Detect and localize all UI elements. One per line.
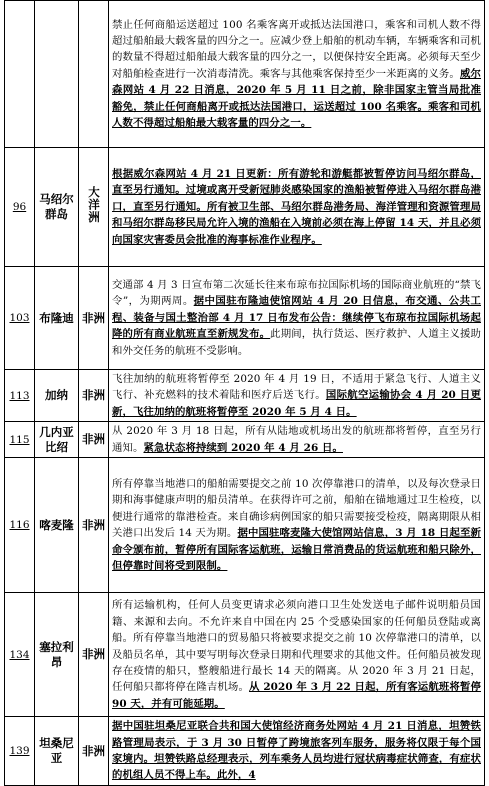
measure-update-text: 据中国驻喀麦隆大使馆网站信息，3 月 18 日起至新命令颁布前，暂停所有国际客运航班，运输日常消费品的货运航班和船只除外，但停靠时间将受到限制。 — [112, 527, 481, 573]
country-cell: 几内亚比绍 — [35, 422, 79, 458]
table-row — [5, 1, 485, 148]
table-row — [5, 422, 485, 458]
measure-text: 交通部 4 月 3 日宣布第二次延长往来布琼布拉国际机场的国际商业航班的“禁飞令”，为期两周。 — [112, 278, 481, 308]
row-number: 116 — [5, 458, 35, 593]
country-cell: 喀麦隆 — [35, 458, 79, 593]
measure-update-text: 根据威尔森网站 4 月 21 日更新：所有游轮和游艇都被暂停访问马绍尔群岛，直至另行通知。过境或离开受新冠肺炎感染国家的渔船被暂停进入马绍尔群岛港口，直至另行通知。所有被卫生部、马绍尔群岛港务局、海洋管理和资源管理局和马绍尔群岛移民局允许入境的渔船在入境前必须在海上停留 14 天，并且必须向国家灾害委员会批准的海事标准作业程序。 — [112, 167, 481, 246]
measure-update-text: 据中国驻坦桑尼亚联合共和国大使馆经济商务处网站 4 月 21 日消息，坦赞铁路管理局表示，于 3 月 30 日暂停了跨境旅客列车服务，服务将仅限于每个国家境内。坦赞铁路总经理表示，列车乘务人员均进行冠状病毒症状筛查，有症状的机组人员不得上车。此外，4 — [112, 720, 481, 782]
row-number: 103 — [5, 267, 35, 370]
measures-cell — [109, 370, 485, 422]
table-row — [5, 458, 485, 593]
measure-text: 所有停靠当地港口的船舶需要提交之前 10 次停靠港口的清单，以及每次登录日期和海事健康声明的船员清单。在获得许可之前，船舶在锚地通过卫生检疫，以便进行通常的靠港检查。来自确诊病例国家的船只需要接受检疫，隔离期限从相关港口出发后 14 天为期。 — [112, 478, 481, 540]
row-number: 96 — [5, 148, 35, 267]
row-number — [5, 1, 35, 148]
country-cell: 布隆迪 — [35, 267, 79, 370]
region-cell — [79, 1, 109, 148]
table-row — [5, 267, 485, 370]
country-cell: 加纳 — [35, 370, 79, 422]
measures-cell — [109, 267, 485, 370]
measure-text: 此期间，执行货运、医疗救护、人道主义援助和外交任务的航班不受影响。 — [112, 328, 482, 357]
measure-update-text: 威尔森网站 4 月 22 日消息，2020 年 5 月 11 日之前，除非国家主管当局批准豁免，禁止任何商船离开或抵达法国港口，运送超过 100 名乘客。乘客和司机人数不得超过船舶最大载客量的四分之一。 — [112, 67, 482, 130]
table-row — [5, 717, 485, 786]
table-row — [5, 148, 485, 267]
country-cell: 马绍尔群岛 — [35, 148, 79, 267]
region-cell: 非洲 — [79, 370, 109, 422]
table-row — [5, 593, 485, 717]
measure-text: 所有运输机构，任何人员变更请求必须向港口卫生处发送电子邮件说明船员国籍、来源和去向。不允许来自中国在内 25 个受感染国家的任何船员登陆或离船。所有停靠当地港口的贸易船只将被要求提交之前 10 次停靠港口的清单，以及船员名单，其中要写明每次登录日期和代理要求的其他文件。任何船员被发现存在疫情的船只，整艘船进行最长 14 天的隔离。从 2020 年 3 月 21 日起，任何船只都将停在隆吉机场。 — [112, 599, 481, 694]
region-cell: 非洲 — [79, 717, 109, 786]
measures-cell — [109, 593, 485, 717]
country-cell — [35, 1, 79, 148]
measure-update-text: 从 2020 年 3 月 22 日起，所有客运航班将暂停 90 天，并有可能延期。 — [112, 681, 481, 710]
row-number: 134 — [5, 593, 35, 717]
region-cell: 非洲 — [79, 593, 109, 717]
measures-cell — [109, 422, 485, 458]
measures-cell — [109, 1, 485, 148]
measures-table — [4, 0, 485, 786]
measure-text: 飞往加纳的航班将暂停至 2020 年 4 月 19 日，不适用于紧急飞行、人道主义飞行、补充燃料的技术着陆和医疗后送飞行。 — [112, 373, 481, 402]
region-cell: 非洲 — [79, 458, 109, 593]
country-cell: 坦桑尼亚 — [35, 717, 79, 786]
row-number: 139 — [5, 717, 35, 786]
country-cell: 塞拉利昂 — [35, 593, 79, 717]
region-cell: 大洋洲 — [79, 148, 109, 267]
measure-update-text: 国际航空运输协会 4 月 20 日更新，飞往加纳的航班将暂停至 2020 年 5 月 4 日。 — [112, 389, 481, 418]
region-cell: 非洲 — [79, 267, 109, 370]
measure-text: 禁止任何商船运送超过 100 名乘客离开或抵达法国港口，乘客和司机人数不得超过船舶最大载客量的四分之一。应减少登上船舶的机动车辆，车辆乘客和司机的数量不得超过船舶最大载客量的四分之一，以便保持安全距离。必须每天至少对船舶检查进行一次消毒清洗。乘客与其他乘客保持至少一米距离的义务。 — [112, 18, 481, 80]
measure-update-text: 紧急状态将持续到 2020 年 4 月 26 日。 — [143, 441, 343, 454]
measures-cell — [109, 458, 485, 593]
row-number: 115 — [5, 422, 35, 458]
region-cell: 非洲 — [79, 422, 109, 458]
measure-text: 从 2020 年 3 月 18 日起，所有从陆地或机场出发的航班都将暂停，直至另行通知。 — [112, 425, 481, 454]
table-row — [5, 370, 485, 422]
measure-update-text: 据中国驻布隆迪使馆网站 4 月 20 日信息，布交通、公共工程、装备与国土整治部 4 月 17 日布发布公告：继续停飞布琼布拉国际机场起降的所有商业航班直至新规发布。 — [112, 295, 481, 341]
measures-cell — [109, 148, 485, 267]
row-number: 113 — [5, 370, 35, 422]
measures-cell — [109, 717, 485, 786]
